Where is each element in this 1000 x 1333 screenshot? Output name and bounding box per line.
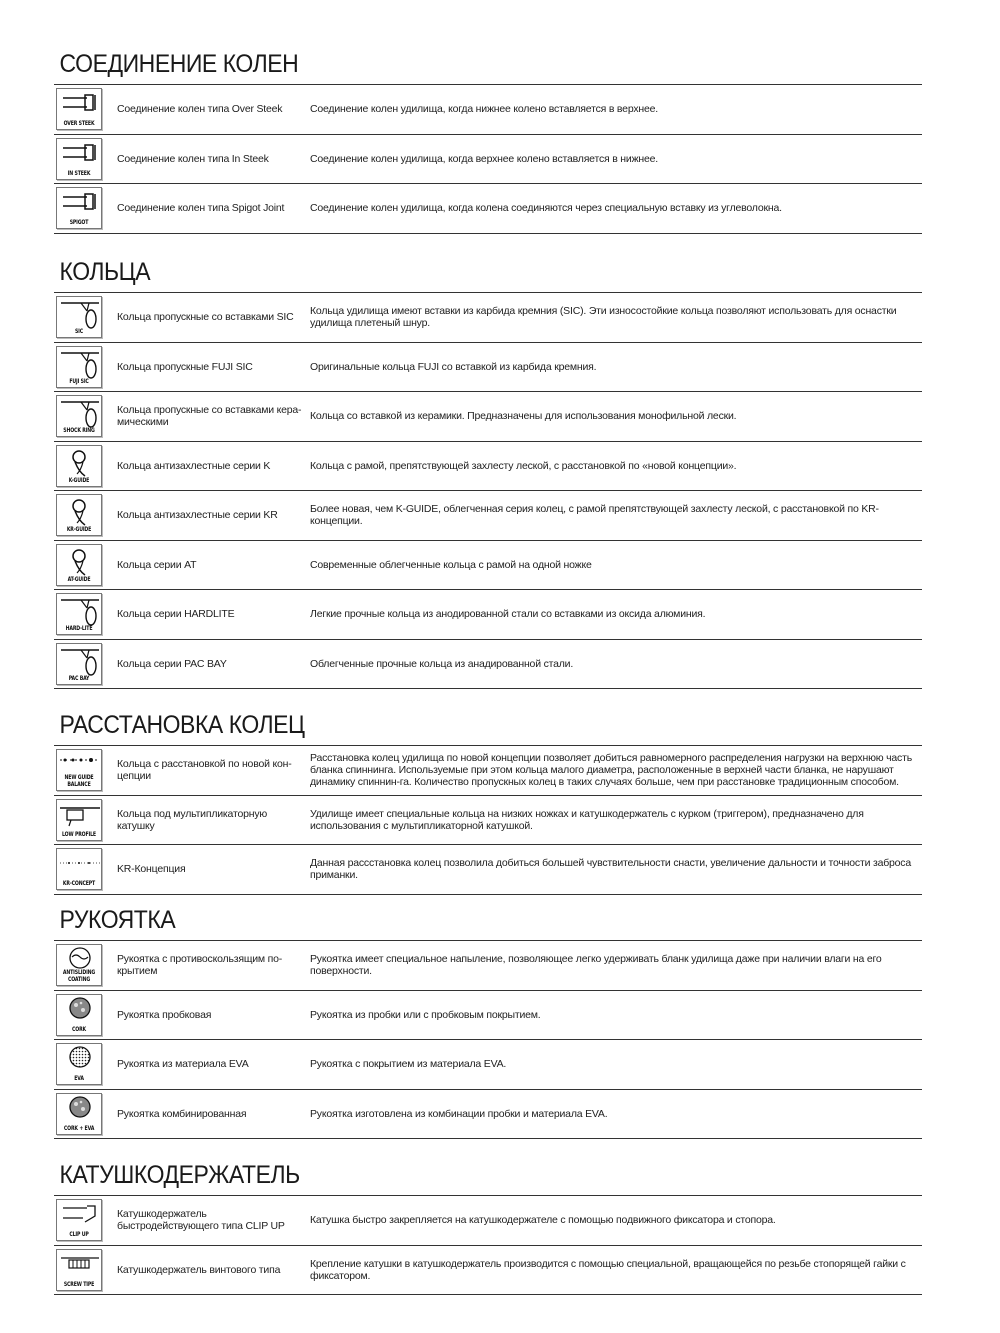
feature-table	[54, 1195, 922, 1295]
feature-description: Данная расcстановка колец позволила добиться большей чувствительности снасти, увеличение дальности и точности заброса приманки.	[310, 857, 912, 881]
icon-caption: K-GUIDE	[68, 475, 90, 484]
feature-description: Катушка быстро закрепляется на катушкодержателе с помощью подвижного фиксатора и стопора.	[310, 1214, 776, 1226]
section-1	[54, 44, 922, 234]
feature-table	[54, 84, 922, 234]
section-title: КОЛЬЦА	[59, 258, 151, 286]
table-row	[54, 135, 922, 185]
feature-description: Рукоятка с покрытием из материала EVA.	[310, 1058, 507, 1070]
table-row	[54, 845, 922, 895]
feature-name: Кольца серии PAC BAY	[117, 657, 227, 670]
shock-ring-guide-icon	[56, 395, 102, 437]
hardlite-guide-icon	[56, 593, 102, 635]
icon-caption: IN STEEK	[67, 168, 91, 177]
cork-eva-handle-icon	[56, 1093, 102, 1135]
icon-caption: EVA	[74, 1074, 84, 1082]
table-row	[54, 796, 922, 846]
table-row	[54, 343, 922, 393]
spigot-joint-icon	[56, 187, 102, 229]
icon-caption: AT-GUIDE	[67, 574, 91, 583]
kr-guide-icon	[56, 494, 102, 536]
section-title: СОЕДИНЕНИЕ КОЛЕН	[59, 50, 299, 78]
feature-name: Кольца пропускные со вставками SIC	[117, 311, 294, 323]
feature-name: Кольца серии AT	[117, 558, 197, 571]
feature-description: Соединение колен удилища, когда нижнее колено вставляется в верхнее.	[310, 103, 658, 115]
icon-caption: CORK + EVA	[63, 1123, 95, 1132]
table-row	[54, 392, 922, 442]
clip-up-reel-seat-icon	[56, 1199, 102, 1241]
in-steek-joint-icon	[56, 138, 102, 180]
feature-table	[54, 940, 922, 1139]
feature-description: Легкие прочные кольца из анодированной стали со вставками из оксида алюминия.	[310, 608, 706, 620]
icon-caption: OVER STEEK	[63, 119, 95, 127]
icon-caption: ANTISLIDING COATING	[62, 968, 96, 983]
section-3	[54, 705, 922, 895]
kr-concept-icon	[56, 848, 102, 890]
section-2	[54, 252, 922, 689]
screw-type-reel-seat-icon	[56, 1249, 102, 1291]
feature-name: Кольца пропускные со вставками кера-мическими	[117, 404, 302, 428]
section-title: РУКОЯТКА	[59, 906, 176, 934]
k-guide-icon	[56, 445, 102, 487]
pac-bay-guide-icon	[56, 643, 102, 685]
table-row	[54, 1040, 922, 1090]
feature-name: Соединение колен типа In Steek	[117, 152, 269, 165]
feature-description: Облегченные прочные кольца из анадированной стали.	[310, 657, 574, 670]
feature-name: KR-Концепция	[117, 863, 186, 875]
sic-guide-icon	[56, 296, 102, 338]
feature-description: Рукоятка имеет специальное напыление, позволяющее легко удерживать бланк удилища даже при наличии влаги на его поверхности.	[310, 953, 882, 977]
feature-name: Кольца серии HARDLITE	[117, 608, 235, 620]
table-row	[54, 640, 922, 690]
feature-table	[54, 745, 922, 895]
icon-caption: SHOCK RING	[63, 426, 95, 434]
table-row	[54, 746, 922, 796]
table-row	[54, 991, 922, 1041]
feature-description: Соединение колен удилища, когда колена соединяются через специальную вставку из углеволокна.	[310, 202, 782, 214]
feature-name: Соединение колен типа Over Steek	[117, 103, 283, 115]
icon-caption: CORK	[72, 1024, 86, 1033]
table-row	[54, 184, 922, 234]
feature-name: Рукоятка пробковая	[117, 1008, 212, 1021]
feature-description: Расстановка колец удилища по новой концепции позволяет добиться равномерного распределения нагрузки на верхнюю часть бланка спиннинга. Используемые при этом кольца малого диаметра, расположенные в верхней части бланка, не нарушают динамику спиннин-га. Количество пропускных колец в таких случаях больше, чем при расстановке традиционным способом.	[310, 752, 912, 788]
feature-name: Кольца под мультипликаторную катушку	[117, 807, 268, 832]
cork-handle-icon	[56, 994, 102, 1036]
feature-name: Кольца пропускные FUJI SIC	[117, 360, 253, 373]
feature-description: Рукоятка из пробки или с пробковым покрытием.	[310, 1008, 541, 1021]
eva-handle-icon	[56, 1043, 102, 1085]
feature-description: Кольца со вставкой из керамики. Предназначены для использования монофильной лески.	[310, 410, 737, 422]
table-row	[54, 442, 922, 492]
table-row	[54, 1246, 922, 1296]
feature-description: Крепление катушки в катушкодержатель производится с помощью специальной, вращающейся по резьбе стопорящей гайки с фиксатором.	[310, 1257, 906, 1282]
new-guide-balance-icon	[56, 749, 102, 791]
icon-caption: HARD-LITE	[65, 624, 93, 632]
table-row	[54, 1090, 922, 1140]
table-row	[54, 85, 922, 135]
table-row	[54, 1196, 922, 1246]
icon-caption: SCREW TIPE	[63, 1279, 95, 1288]
table-row	[54, 541, 922, 591]
section-title: КАТУШКОДЕРЖАТЕЛЬ	[59, 1161, 300, 1189]
feature-name: Кольца антизахлестные серии K	[117, 459, 271, 472]
table-row	[54, 590, 922, 640]
icon-caption: KR-CONCEPT	[62, 879, 96, 887]
icon-caption: LOW PROFILE	[62, 829, 96, 838]
feature-description: Удилище имеет специальные кольца на низких ножках и катушкодержатель с курком (триггером), предназначено для использования с мультипликаторной катушкой.	[310, 807, 864, 832]
feature-description: Оригинальные кольца FUJI со вставкой из карбида кремния.	[310, 360, 597, 373]
feature-name: Соединение колен типа Spigot Joint	[117, 202, 285, 214]
section-title: РАССТАНОВКА КОЛЕЦ	[59, 711, 305, 739]
feature-name: Катушкодержатель винтового типа	[117, 1263, 281, 1276]
table-row	[54, 491, 922, 541]
feature-description: Рукоятка изготовлена из комбинации пробки и материала EVA.	[310, 1107, 608, 1120]
feature-description: Кольца с рамой, препятствующей захлесту леской, с расстановкой по «новой концепции».	[310, 459, 737, 472]
section-4	[54, 900, 922, 1139]
over-steek-joint-icon	[56, 88, 102, 130]
feature-name: Кольца с расстановкой по новой кон-цепции	[117, 758, 292, 782]
table-row	[54, 293, 922, 343]
feature-description: Современные облегченные кольца с рамой на одной ножке	[310, 558, 592, 571]
icon-caption: SPIGOT	[69, 218, 89, 226]
at-guide-icon	[56, 544, 102, 586]
feature-name: Кольца антизахлестные серии KR	[117, 509, 278, 521]
icon-caption: CLIP UP	[69, 1230, 89, 1238]
feature-description: Соединение колен удилища, когда верхнее колено вставляется в нижнее.	[310, 152, 658, 165]
icon-caption: KR-GUIDE	[66, 525, 92, 533]
low-profile-icon	[56, 799, 102, 841]
feature-name: Рукоятка из материала EVA	[117, 1058, 249, 1070]
icon-caption: NEW GUIDE BALANCE	[64, 773, 94, 788]
icon-caption: SIC	[74, 327, 84, 335]
icon-caption: PAC BAY	[68, 673, 90, 682]
icon-caption: FUJI SIC	[69, 376, 89, 385]
feature-name: Катушкодержатель быстродействующего типа CLIP UP	[117, 1208, 285, 1232]
feature-description: Более новая, чем K-GUIDE, облегченная серия колец, с рамой препятствующей захлесту леской, с расстановкой по KR-концепции.	[310, 503, 879, 527]
feature-table	[54, 292, 922, 689]
section-5	[54, 1155, 922, 1295]
fuji-sic-guide-icon	[56, 346, 102, 388]
feature-description: Кольца удилища имеют вставки из карбида кремния (SIC). Эти износостойкие кольца позволяют использовать для оснастки удилища плетеный шнур.	[310, 305, 897, 329]
feature-name: Рукоятка с противоскользящим по-крытием	[117, 953, 283, 977]
antisliding-coating-icon	[56, 944, 102, 986]
table-row	[54, 941, 922, 991]
feature-name: Рукоятка комбинированная	[117, 1107, 247, 1120]
